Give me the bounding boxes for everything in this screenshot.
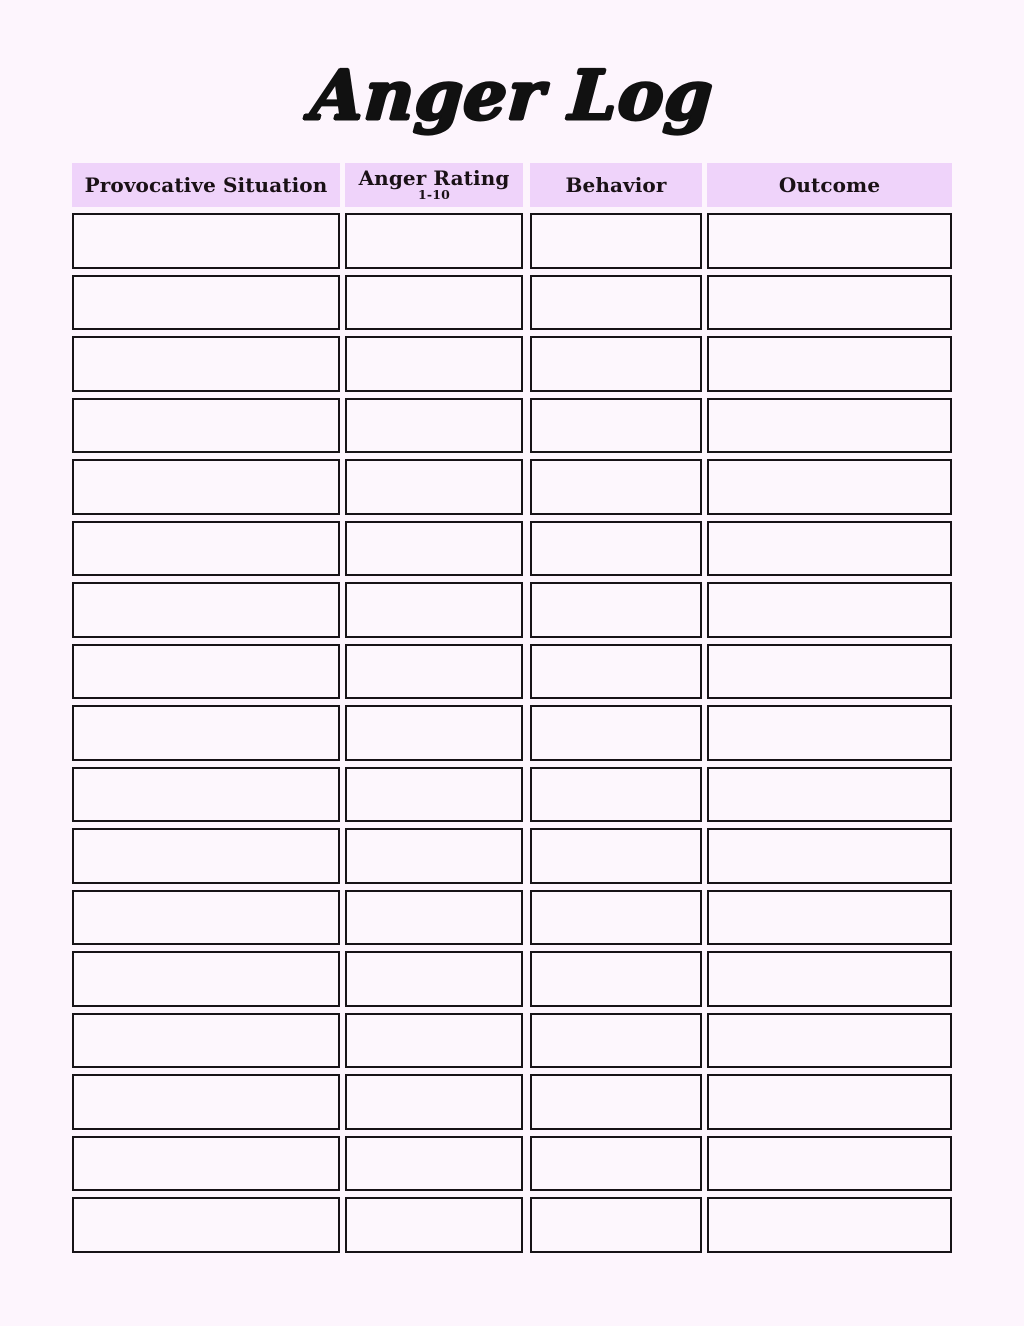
cell-behavior[interactable] xyxy=(530,213,702,269)
cell-anger-rating[interactable] xyxy=(345,521,523,577)
cell-provocative-situation[interactable] xyxy=(72,398,340,454)
table-row xyxy=(72,705,952,761)
cell-anger-rating[interactable] xyxy=(345,705,523,761)
table-header-row xyxy=(72,163,952,207)
table-row xyxy=(72,275,952,331)
cell-outcome[interactable] xyxy=(707,459,952,515)
cell-behavior[interactable] xyxy=(530,521,702,577)
cell-provocative-situation[interactable] xyxy=(72,459,340,515)
cell-behavior[interactable] xyxy=(530,275,702,331)
cell-behavior[interactable] xyxy=(530,1013,702,1069)
cell-outcome[interactable] xyxy=(707,336,952,392)
table-row xyxy=(72,1136,952,1192)
column-header-label: Anger Rating xyxy=(358,165,510,190)
cell-anger-rating[interactable] xyxy=(345,1074,523,1130)
cell-anger-rating[interactable] xyxy=(345,582,523,638)
table-row xyxy=(72,890,952,946)
cell-outcome[interactable] xyxy=(707,828,952,884)
column-header-label: Outcome xyxy=(778,172,881,197)
column-header-anger-rating xyxy=(345,163,523,207)
table-row xyxy=(72,1013,952,1069)
table-row xyxy=(72,459,952,515)
column-header-label: Provocative Situation xyxy=(84,172,328,197)
cell-behavior[interactable] xyxy=(530,890,702,946)
cell-outcome[interactable] xyxy=(707,1197,952,1253)
cell-anger-rating[interactable] xyxy=(345,644,523,700)
cell-behavior[interactable] xyxy=(530,1197,702,1253)
column-header-label: Behavior xyxy=(565,172,667,197)
cell-behavior[interactable] xyxy=(530,582,702,638)
cell-anger-rating[interactable] xyxy=(345,275,523,331)
cell-outcome[interactable] xyxy=(707,1136,952,1192)
cell-provocative-situation[interactable] xyxy=(72,582,340,638)
cell-provocative-situation[interactable] xyxy=(72,828,340,884)
page-title: Anger Log xyxy=(308,56,716,136)
cell-anger-rating[interactable] xyxy=(345,767,523,823)
cell-provocative-situation[interactable] xyxy=(72,275,340,331)
cell-provocative-situation[interactable] xyxy=(72,1136,340,1192)
cell-outcome[interactable] xyxy=(707,890,952,946)
table-body xyxy=(72,213,952,1253)
cell-provocative-situation[interactable] xyxy=(72,705,340,761)
column-header-provocative-situation xyxy=(72,163,340,207)
cell-behavior[interactable] xyxy=(530,767,702,823)
cell-anger-rating[interactable] xyxy=(345,1197,523,1253)
cell-outcome[interactable] xyxy=(707,398,952,454)
cell-outcome[interactable] xyxy=(707,275,952,331)
table-row xyxy=(72,1197,952,1253)
table-row xyxy=(72,828,952,884)
cell-anger-rating[interactable] xyxy=(345,213,523,269)
cell-provocative-situation[interactable] xyxy=(72,951,340,1007)
title-container xyxy=(0,56,1024,136)
cell-behavior[interactable] xyxy=(530,1074,702,1130)
cell-behavior[interactable] xyxy=(530,459,702,515)
cell-provocative-situation[interactable] xyxy=(72,213,340,269)
cell-provocative-situation[interactable] xyxy=(72,644,340,700)
cell-provocative-situation[interactable] xyxy=(72,1013,340,1069)
cell-anger-rating[interactable] xyxy=(345,1013,523,1069)
cell-provocative-situation[interactable] xyxy=(72,1197,340,1253)
table-row xyxy=(72,521,952,577)
cell-behavior[interactable] xyxy=(530,1136,702,1192)
table-row xyxy=(72,644,952,700)
cell-provocative-situation[interactable] xyxy=(72,521,340,577)
cell-provocative-situation[interactable] xyxy=(72,336,340,392)
cell-behavior[interactable] xyxy=(530,951,702,1007)
cell-anger-rating[interactable] xyxy=(345,1136,523,1192)
cell-outcome[interactable] xyxy=(707,521,952,577)
cell-outcome[interactable] xyxy=(707,1074,952,1130)
table-row xyxy=(72,767,952,823)
column-header-sublabel: 1-10 xyxy=(417,187,451,203)
cell-anger-rating[interactable] xyxy=(345,459,523,515)
column-header-behavior xyxy=(530,163,702,207)
cell-outcome[interactable] xyxy=(707,1013,952,1069)
cell-anger-rating[interactable] xyxy=(345,336,523,392)
cell-outcome[interactable] xyxy=(707,951,952,1007)
cell-outcome[interactable] xyxy=(707,705,952,761)
cell-anger-rating[interactable] xyxy=(345,890,523,946)
cell-provocative-situation[interactable] xyxy=(72,890,340,946)
table-row xyxy=(72,398,952,454)
cell-outcome[interactable] xyxy=(707,644,952,700)
cell-behavior[interactable] xyxy=(530,705,702,761)
cell-anger-rating[interactable] xyxy=(345,398,523,454)
cell-outcome[interactable] xyxy=(707,582,952,638)
anger-log-table xyxy=(72,163,952,1259)
table-row xyxy=(72,582,952,638)
table-row xyxy=(72,336,952,392)
table-row xyxy=(72,1074,952,1130)
cell-outcome[interactable] xyxy=(707,213,952,269)
cell-behavior[interactable] xyxy=(530,644,702,700)
cell-behavior[interactable] xyxy=(530,336,702,392)
cell-behavior[interactable] xyxy=(530,398,702,454)
cell-anger-rating[interactable] xyxy=(345,828,523,884)
cell-outcome[interactable] xyxy=(707,767,952,823)
cell-behavior[interactable] xyxy=(530,828,702,884)
column-header-outcome xyxy=(707,163,952,207)
cell-provocative-situation[interactable] xyxy=(72,1074,340,1130)
table-row xyxy=(72,213,952,269)
cell-anger-rating[interactable] xyxy=(345,951,523,1007)
table-row xyxy=(72,951,952,1007)
cell-provocative-situation[interactable] xyxy=(72,767,340,823)
